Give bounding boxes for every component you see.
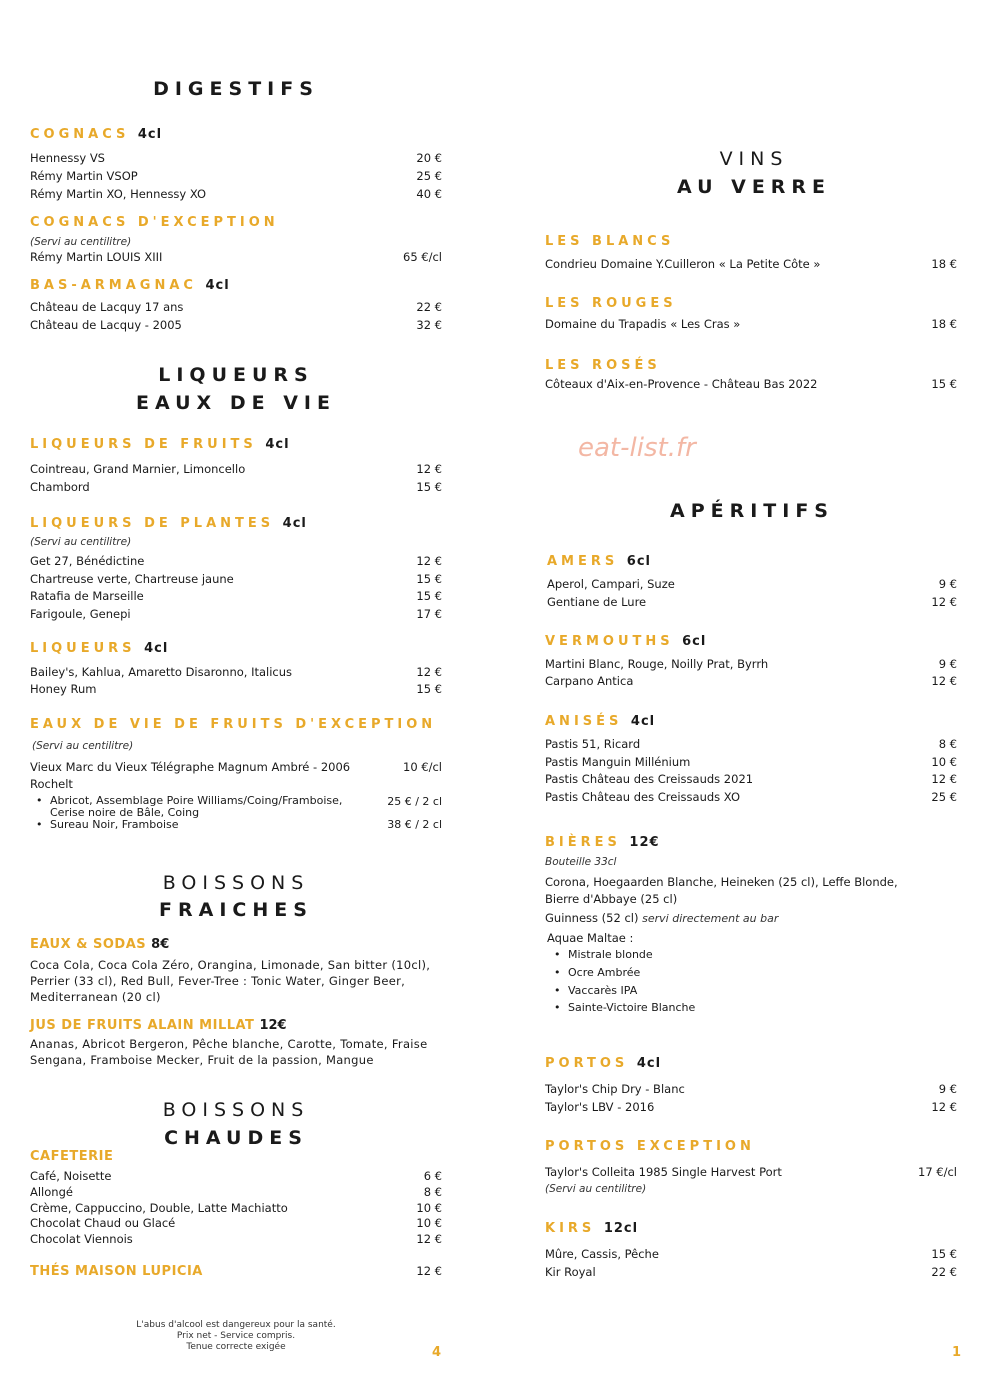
item-price: 25 € / 2 cl — [387, 795, 442, 808]
footer-line: Tenue correcte exigée — [186, 1342, 286, 1352]
section-thes: THÉS MAISON LUPICIA — [30, 1264, 203, 1279]
item-name: Hennessy VS — [30, 151, 105, 165]
item-price: 10 € — [416, 1201, 442, 1215]
boissons-title: BOISSONS — [162, 872, 310, 894]
vins-title: VINS — [719, 148, 789, 170]
paragraph: Coca Cola, Coca Cola Zéro, Orangina, Limonade, San bitter (10cl), Perrier (33 cl), Red Bull, Fever-Tree : Tonic Water, Ginger Beer, Mediterranean (20 cl) — [30, 958, 431, 1004]
bullet-item: • Vaccarès IPA — [568, 984, 637, 997]
footer-line: L'abus d'alcool est dangereux pour la santé. — [136, 1320, 336, 1330]
item-price: 12 € — [931, 595, 957, 609]
item-price: 10 € — [416, 1216, 442, 1230]
item-name: Château de Lacquy 17 ans — [30, 300, 184, 314]
section-label: ANISÉS — [545, 714, 623, 729]
item-note: servi directement au bar — [642, 912, 779, 925]
paragraph: Ananas, Abricot Bergeron, Pêche blanche, Carotte, Tomate, Fraise Sengana, Framboise Mecker, Fruit de la passion, Mangue — [30, 1037, 428, 1067]
section-qty: 6cl — [626, 554, 652, 569]
section-price: 12€ — [629, 835, 660, 850]
section-qty: 4cl — [630, 714, 656, 729]
item-price: 18 € — [931, 257, 957, 271]
section-liqueurs-plantes — [30, 516, 307, 531]
bullet-item-continuation: Cerise noire de Bâle, Coing — [50, 806, 200, 819]
item-price: 15 € — [931, 1247, 957, 1261]
item-price: 15 € — [931, 377, 957, 391]
section-bieres — [545, 835, 660, 850]
note: Bouteille 33cl — [545, 856, 617, 868]
item-name: Ratafia de Marseille — [30, 589, 144, 603]
note: (Servi au centilitre) — [30, 236, 132, 248]
beer-list-line: Corona, Hoegaarden Blanche, Heineken (25 cl), Leffe Blonde, — [545, 875, 898, 889]
section-qty: 4cl — [144, 641, 169, 656]
section-label: LIQUEURS DE PLANTES — [30, 516, 275, 531]
beer-list-line: Bierre d'Abbaye (25 cl) — [545, 892, 678, 906]
section-label: BIÈRES — [545, 835, 621, 850]
section-qty: 4cl — [282, 516, 307, 531]
section-price: 8€ — [151, 937, 170, 952]
item-price: 12 € — [416, 665, 442, 679]
section-label: BAS-ARMAGNAC — [30, 278, 197, 293]
section-qty: 4cl — [636, 1056, 662, 1071]
item-price: 15 € — [416, 589, 442, 603]
item-name: Pastis Château des Creissauds 2021 — [545, 772, 754, 786]
section-roses: LES ROSÉS — [545, 358, 661, 373]
item-price: 15 € — [416, 480, 442, 494]
item-price: 10 €/cl — [403, 760, 442, 774]
item-name: Taylor's LBV - 2016 — [545, 1100, 655, 1114]
item-price: 22 € — [931, 1265, 957, 1279]
section-label: EAUX & SODAS — [30, 937, 147, 952]
item-price: 8 € — [423, 1185, 442, 1199]
bullet-item: • Sainte-Victoire Blanche — [568, 1001, 695, 1014]
item-name: Guinness (52 cl) — [545, 911, 639, 925]
section-label: LIQUEURS DE FRUITS — [30, 437, 257, 452]
item-name: Vieux Marc du Vieux Télégraphe Magnum Ambré - 2006 — [30, 760, 351, 774]
footer-notice — [116, 1320, 356, 1353]
section-anises — [545, 714, 655, 729]
section-portos-exception: PORTOS EXCEPTION — [545, 1139, 755, 1154]
section-qty: 4cl — [137, 127, 163, 142]
section-armagnac — [30, 278, 230, 293]
section-label: KIRS — [545, 1221, 596, 1236]
section-liqueurs — [30, 641, 168, 656]
item-name: Pastis Manguin Millénium — [545, 755, 691, 769]
page-number: 1 — [952, 1345, 962, 1360]
item-name: Kir Royal — [545, 1265, 596, 1279]
page-number: 4 — [432, 1345, 442, 1360]
section-price: 12€ — [259, 1018, 287, 1033]
producer-name: Rochelt — [30, 777, 73, 791]
section-label: AMERS — [547, 554, 619, 569]
item-price: 25 € — [931, 790, 957, 804]
item-name: Pastis 51, Ricard — [545, 737, 641, 751]
section-rouges: LES ROUGES — [545, 296, 677, 311]
item-name: Rémy Martin XO, Hennessy XO — [30, 187, 207, 201]
item-name: Chambord — [30, 480, 90, 494]
section-cognacs — [30, 127, 162, 142]
item-price: 22 € — [416, 300, 442, 314]
item-price: 9 € — [938, 577, 957, 591]
guinness-line — [545, 911, 778, 925]
item-price: 25 € — [416, 169, 442, 183]
item-name: Rémy Martin LOUIS XIII — [30, 250, 163, 264]
item-price: 12 € — [416, 1264, 442, 1278]
item-name: Condrieu Domaine Y.Cuilleron « La Petite Côte » — [545, 257, 821, 271]
note: (Servi au centilitre) — [30, 536, 132, 548]
section-eaux-sodas — [30, 937, 169, 952]
bullet-item: • Sureau Noir, Framboise — [50, 818, 179, 831]
item-price: 15 € — [416, 682, 442, 696]
item-name: Chocolat Viennois — [30, 1232, 133, 1246]
item-price: 65 €/cl — [403, 250, 442, 264]
item-name: Aperol, Campari, Suze — [547, 577, 675, 591]
item-price: 15 € — [416, 572, 442, 586]
item-name: Côteaux d'Aix-en-Provence - Château Bas 2022 — [545, 377, 818, 391]
boissons-title: BOISSONS — [162, 1099, 310, 1121]
item-price: 12 € — [416, 554, 442, 568]
eaux-de-vie-title: EAUX DE VIE — [136, 392, 336, 414]
item-price: 40 € — [416, 187, 442, 201]
item-price: 10 € — [931, 755, 957, 769]
section-qty: 12cl — [603, 1221, 639, 1236]
item-name: Rémy Martin VSOP — [30, 169, 138, 183]
section-label: COGNACS — [30, 127, 130, 142]
item-name: Château de Lacquy - 2005 — [30, 318, 182, 332]
item-price: 6 € — [423, 1169, 442, 1183]
item-price: 17 € — [416, 607, 442, 621]
item-name: Taylor's Chip Dry - Blanc — [545, 1082, 685, 1096]
section-cafeterie: CAFETERIE — [30, 1149, 114, 1164]
item-name: Taylor's Colleita 1985 Single Harvest Port — [545, 1165, 782, 1179]
bullet-item: • Ocre Ambrée — [568, 966, 640, 979]
aperitifs-title: APÉRITIFS — [669, 500, 834, 522]
item-name: Pastis Château des Creissauds XO — [545, 790, 741, 804]
section-blancs: LES BLANCS — [545, 234, 675, 249]
item-name: Crème, Cappuccino, Double, Latte Machiatto — [30, 1201, 288, 1215]
item-price: 32 € — [416, 318, 442, 332]
watermark: eat-list.fr — [578, 433, 696, 463]
note: (Servi au centilitre) — [32, 740, 134, 752]
item-name: Honey Rum — [30, 682, 97, 696]
item-price: 12 € — [931, 674, 957, 688]
item-price: 17 €/cl — [918, 1165, 957, 1179]
item-name: Bailey's, Kahlua, Amaretto Disaronno, Italicus — [30, 665, 293, 679]
item-name: Farigoule, Genepi — [30, 607, 131, 621]
section-label: JUS DE FRUITS ALAIN MILLAT — [30, 1018, 255, 1033]
item-name: Carpano Antica — [545, 674, 634, 688]
item-price: 12 € — [931, 1100, 957, 1114]
item-name: Café, Noisette — [30, 1169, 112, 1183]
section-jus — [30, 1018, 287, 1033]
section-qty: 6cl — [682, 634, 707, 649]
section-qty: 4cl — [265, 437, 290, 452]
section-portos — [545, 1056, 661, 1071]
aquae-label: Aquae Maltae : — [547, 931, 634, 945]
item-name: Mûre, Cassis, Pêche — [545, 1247, 659, 1261]
section-label: PORTOS — [545, 1056, 629, 1071]
item-price: 20 € — [416, 151, 442, 165]
note: (Servi au centilitre) — [545, 1183, 647, 1195]
item-name: Gentiane de Lure — [547, 595, 647, 609]
item-price: 9 € — [938, 657, 957, 671]
section-label: LIQUEURS — [30, 641, 136, 656]
liqueurs-title: LIQUEURS — [158, 364, 314, 386]
item-name: Chocolat Chaud ou Glacé — [30, 1216, 176, 1230]
item-price: 18 € — [931, 317, 957, 331]
section-kirs — [545, 1221, 638, 1236]
item-price: 12 € — [416, 1232, 442, 1246]
item-price: 12 € — [416, 462, 442, 476]
digestifs-title: DIGESTIFS — [153, 78, 319, 100]
item-name: Chartreuse verte, Chartreuse jaune — [30, 572, 234, 586]
item-price: 9 € — [938, 1082, 957, 1096]
item-name: Martini Blanc, Rouge, Noilly Prat, Byrrh — [545, 657, 769, 671]
item-name: Allongé — [30, 1185, 73, 1199]
au-verre-title: AU VERRE — [676, 176, 832, 198]
fraiches-title: FRAICHES — [159, 899, 313, 921]
section-cognacs-exception: COGNACS D'EXCEPTION — [30, 215, 279, 230]
section-eaux-de-vie-exception: EAUX DE VIE DE FRUITS D'EXCEPTION — [30, 717, 437, 732]
item-price: 8 € — [938, 737, 957, 751]
section-vermouths — [545, 634, 706, 649]
section-label: VERMOUTHS — [545, 634, 674, 649]
section-liqueurs-fruits — [30, 437, 290, 452]
item-name: Domaine du Trapadis « Les Cras » — [545, 317, 741, 331]
item-price: 12 € — [931, 772, 957, 786]
section-qty: 4cl — [205, 278, 230, 293]
chaudes-title: CHAUDES — [164, 1127, 308, 1149]
item-name: Get 27, Bénédictine — [30, 554, 145, 568]
bullet-item: • Abricot, Assemblage Poire Williams/Coing/Framboise, — [50, 794, 342, 807]
item-price: 38 € / 2 cl — [387, 818, 442, 831]
footer-line: Prix net - Service compris. — [176, 1331, 296, 1341]
section-amers — [547, 554, 651, 569]
bullet-item: • Mistrale blonde — [568, 948, 653, 961]
item-name: Cointreau, Grand Marnier, Limoncello — [30, 462, 246, 476]
